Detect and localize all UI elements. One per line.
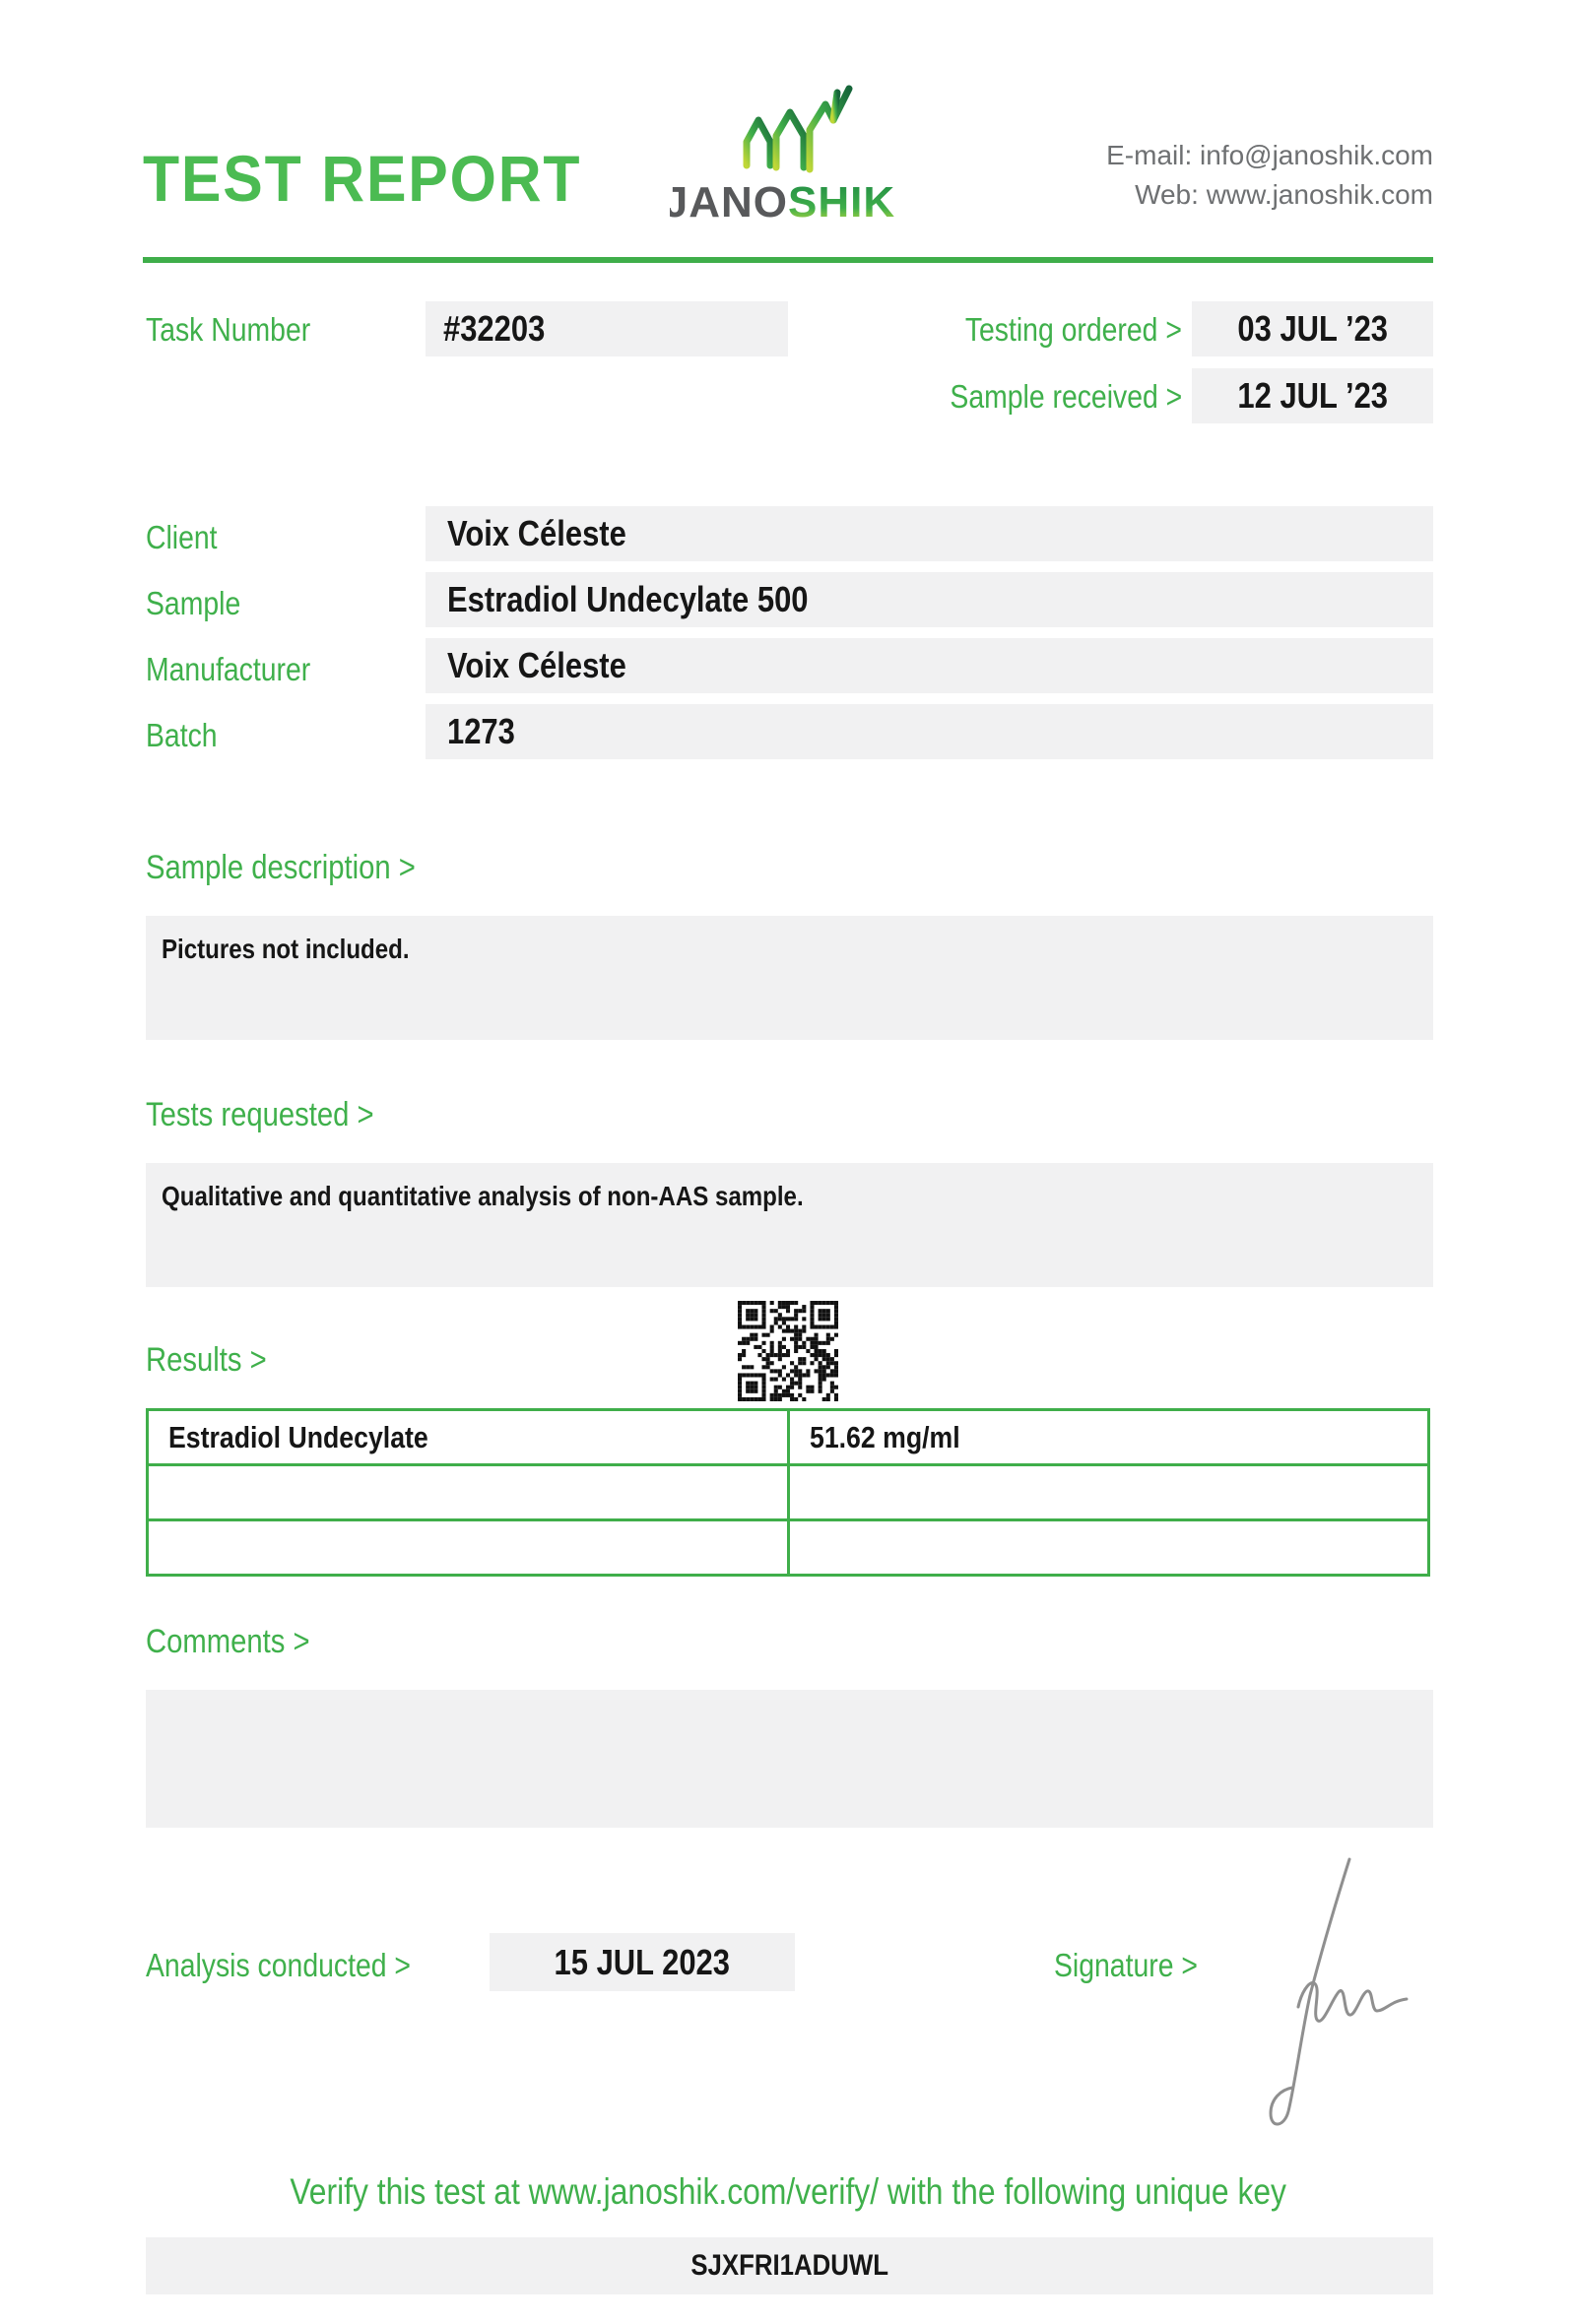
results-heading: Results > — [146, 1341, 267, 1379]
result-name-cell: Estradiol Undecylate — [148, 1410, 789, 1465]
contact-email: E-mail: info@janoshik.com — [1106, 140, 1433, 170]
manufacturer-field — [426, 638, 1433, 693]
qr-code — [738, 1301, 838, 1401]
task-number-label: Task Number — [146, 311, 311, 348]
result-value-cell — [788, 1520, 1429, 1576]
manufacturer-label: Manufacturer — [146, 651, 311, 687]
table-row — [148, 1465, 1429, 1520]
comments-heading: Comments > — [146, 1623, 310, 1660]
logo-text-primary: JANO — [670, 178, 788, 224]
analysis-date-value: 15 JUL 2023 — [554, 1941, 731, 1982]
sample-field — [426, 572, 1433, 627]
verify-text: Verify this test at www.janoshik.com/verify/ with the following unique key — [290, 2171, 1286, 2212]
sample-description-text: Pictures not included. — [162, 934, 410, 964]
unique-key-box — [146, 2237, 1433, 2294]
batch-value: 1273 — [447, 711, 515, 751]
sample-description-heading: Sample description > — [146, 849, 416, 886]
signature-label: Signature > — [1054, 1947, 1198, 1983]
client-label: Client — [146, 519, 218, 555]
manufacturer-value: Voix Céleste — [447, 645, 626, 685]
table-row — [148, 1520, 1429, 1576]
result-value-cell: 51.62 mg/ml — [788, 1410, 1429, 1465]
client-value: Voix Céleste — [447, 513, 626, 553]
batch-field — [426, 704, 1433, 759]
testing-ordered-label: Testing ordered > — [964, 311, 1182, 348]
sample-description-box — [146, 916, 1433, 1040]
tests-requested-text: Qualitative and quantitative analysis of non-AAS sample. — [162, 1181, 804, 1211]
testing-ordered-value: 03 JUL ’23 — [1237, 308, 1388, 349]
contact-web: Web: www.janoshik.com — [1135, 179, 1433, 210]
logo-text-secondary: SHIK — [788, 178, 896, 224]
tests-requested-heading: Tests requested > — [146, 1096, 374, 1133]
tests-requested-box — [146, 1163, 1433, 1287]
page-title: TEST REPORT — [143, 142, 582, 215]
signature-icon — [1243, 1851, 1420, 2147]
comments-box — [146, 1690, 1433, 1828]
batch-label: Batch — [146, 717, 218, 753]
results-table — [146, 1408, 1430, 1577]
result-name-cell — [148, 1465, 789, 1520]
trend-chart-icon — [670, 81, 906, 224]
header-divider — [143, 257, 1433, 263]
table-row — [148, 1410, 1429, 1465]
sample-received-label: Sample received > — [950, 378, 1182, 415]
unique-key-value: SJXFRI1ADUWL — [690, 2249, 888, 2282]
sample-received-value: 12 JUL ’23 — [1237, 375, 1388, 416]
client-field — [426, 506, 1433, 561]
testing-ordered-field — [1192, 301, 1433, 356]
janoshik-logo — [670, 81, 906, 228]
analysis-date-field — [490, 1933, 795, 1991]
task-number-field — [426, 301, 788, 356]
sample-label: Sample — [146, 585, 241, 621]
analysis-conducted-label: Analysis conducted > — [146, 1947, 411, 1983]
result-name-cell — [148, 1520, 789, 1576]
contact-block — [1106, 136, 1433, 215]
sample-received-field — [1192, 368, 1433, 423]
result-value-cell — [788, 1465, 1429, 1520]
sample-value: Estradiol Undecylate 500 — [447, 579, 809, 619]
task-number-value: #32203 — [443, 308, 546, 349]
